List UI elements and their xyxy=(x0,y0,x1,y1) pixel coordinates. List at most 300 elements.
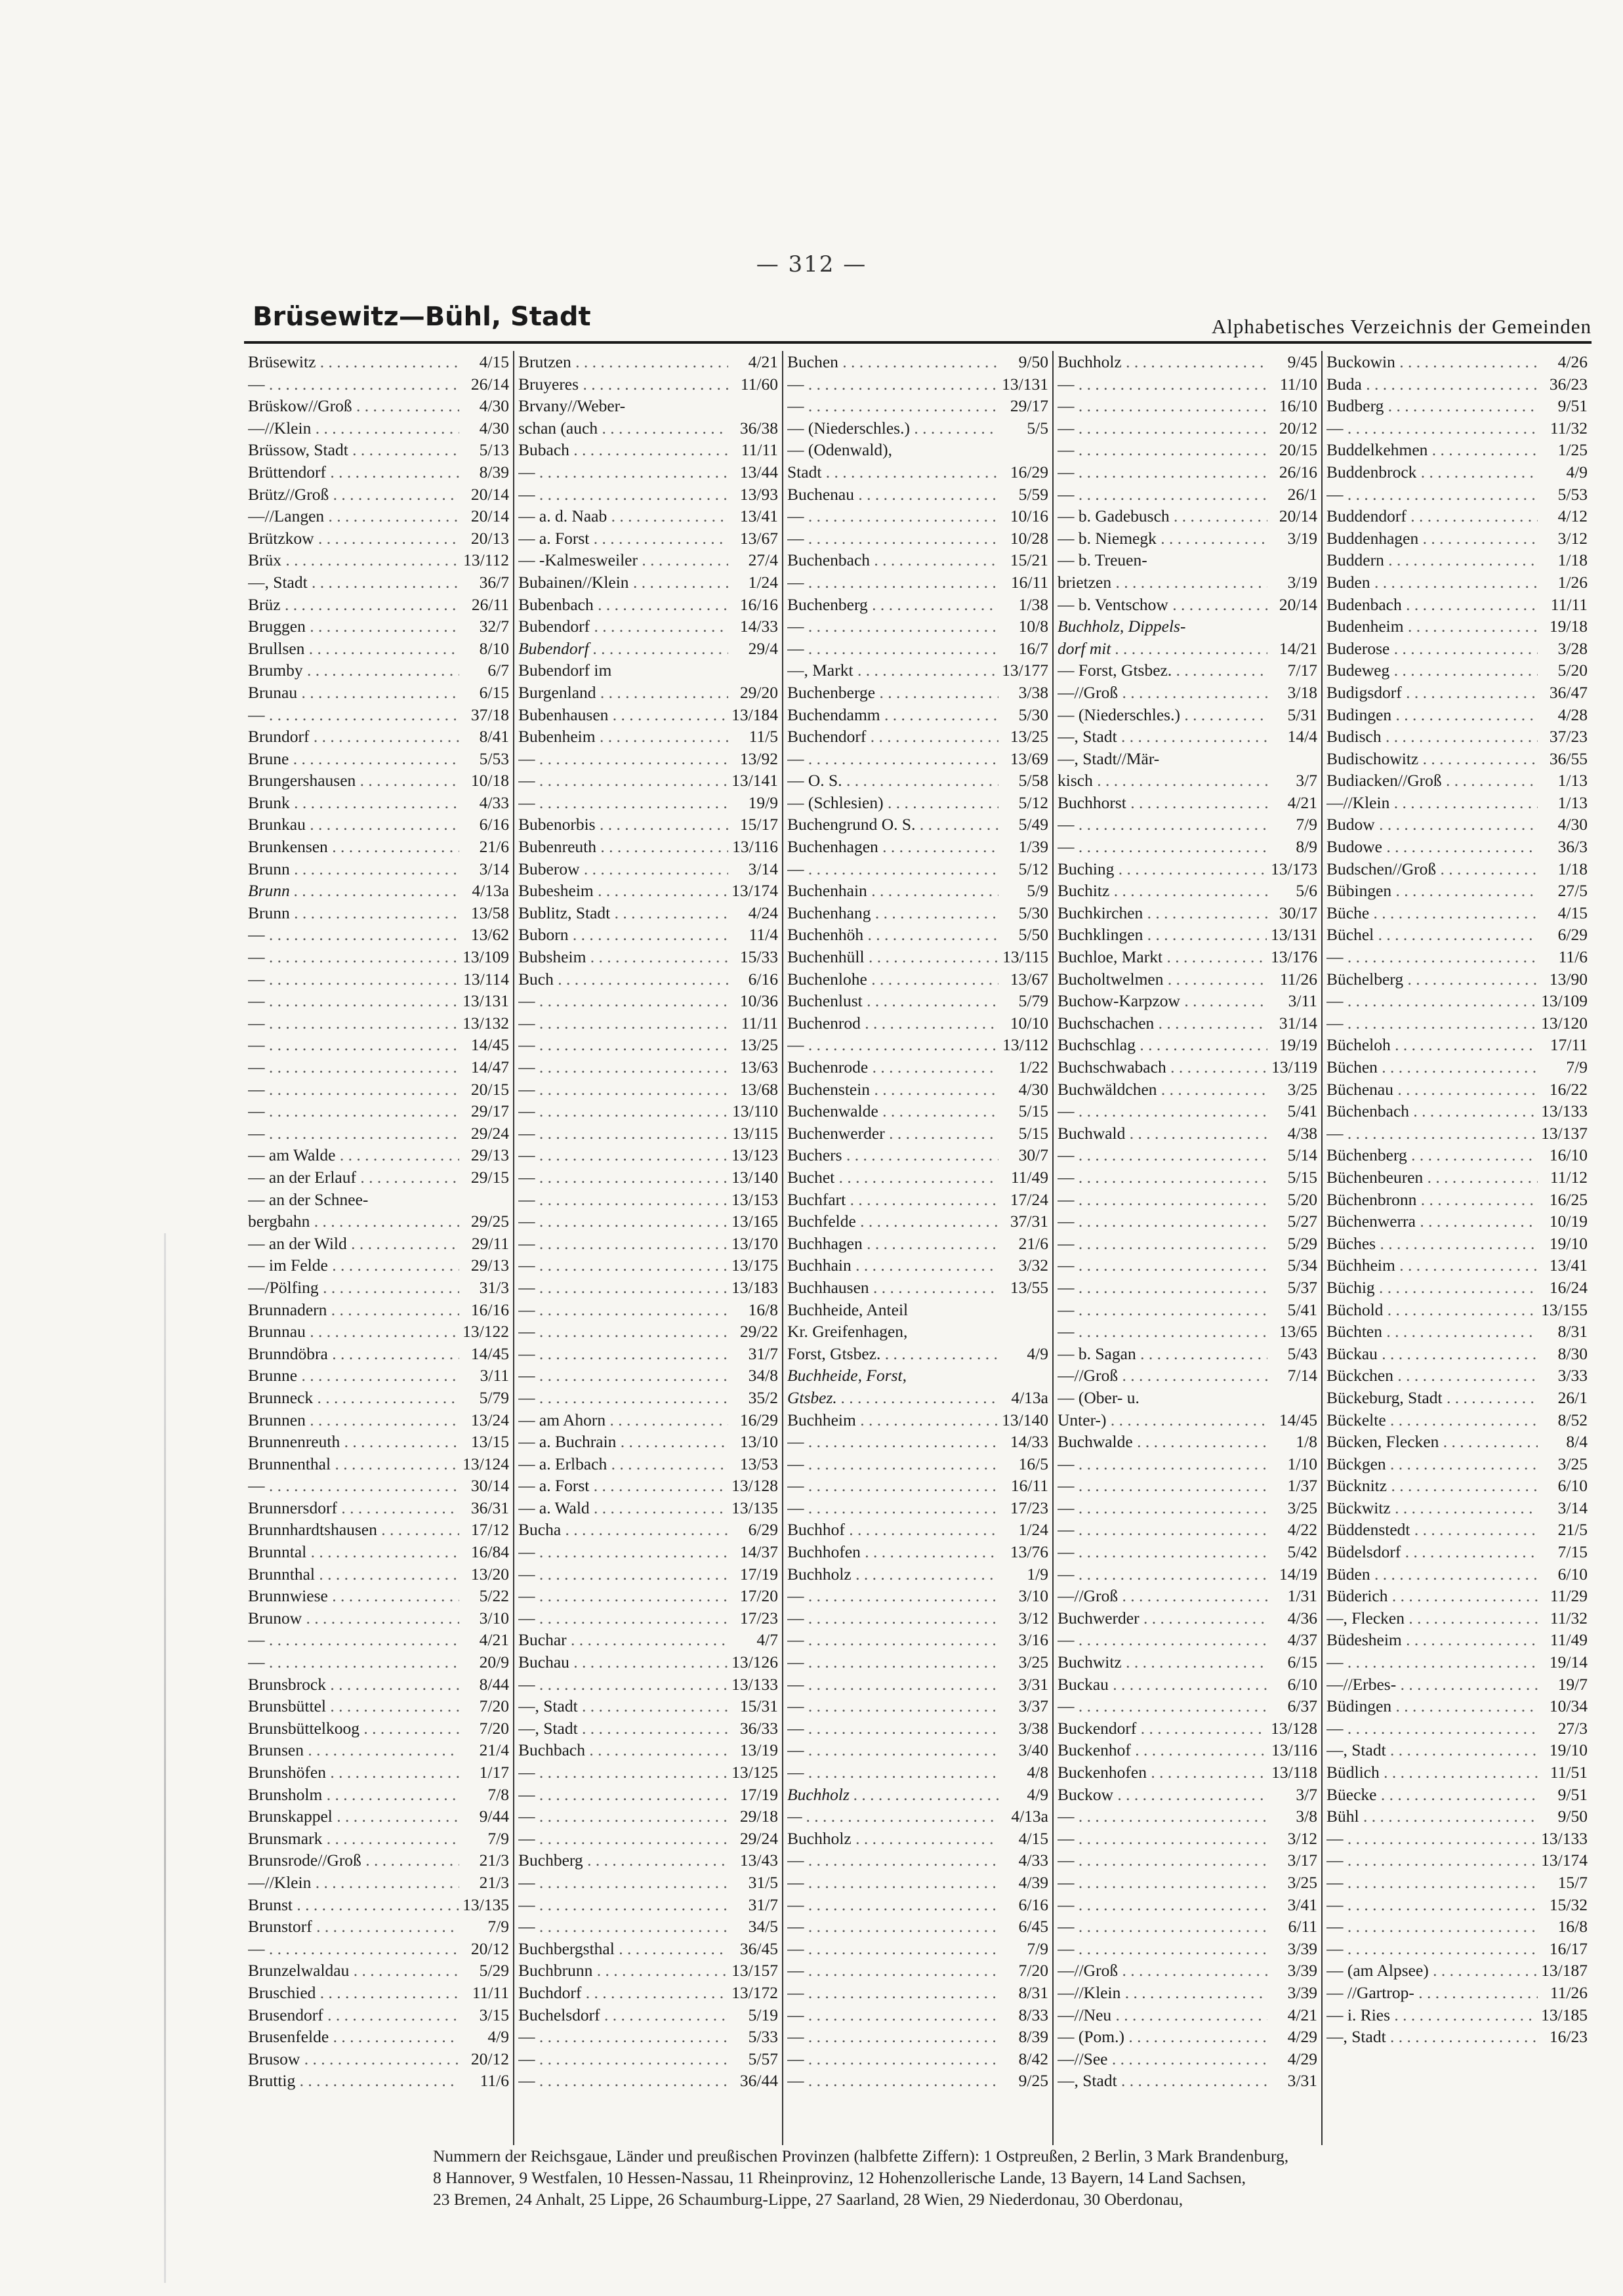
entry-ref: 4/9 xyxy=(1027,1784,1048,1804)
entry-ref: 3/7 xyxy=(1296,771,1317,790)
index-entry xyxy=(787,748,1048,770)
entry-ref: 11/11 xyxy=(741,1013,778,1033)
entry-name: Buchholz, Dippels- xyxy=(1058,617,1186,636)
entry-ref: 37/18 xyxy=(470,705,509,724)
entry-name: — (Ober- u. xyxy=(1058,1387,1140,1407)
entry-ref: 8/52 xyxy=(1557,1410,1588,1429)
entry-ref: 4/26 xyxy=(1557,352,1588,371)
index-entry xyxy=(1058,527,1317,550)
entry-name: Büchenberg . . . xyxy=(1326,1144,1538,1166)
index-entry xyxy=(787,726,1048,748)
entry-ref: 10/8 xyxy=(1018,617,1048,636)
entry-ref: 1/18 xyxy=(1557,859,1588,878)
entry-name: —//Klein . . . xyxy=(248,417,459,440)
entry-name: — . . . xyxy=(1326,1012,1537,1035)
entry-name: — . . . xyxy=(787,1717,998,1740)
entry-ref: 13/116 xyxy=(1271,1740,1317,1760)
index-entry xyxy=(1058,373,1317,396)
entry-name: Buchholz . . . xyxy=(1058,351,1267,373)
index-entry xyxy=(787,792,1048,814)
entry-ref: 13/20 xyxy=(470,1564,509,1584)
entry-ref: 11/11 xyxy=(472,1982,509,2002)
entry-name: —, Markt . . . xyxy=(787,659,998,682)
index-entry xyxy=(248,1959,509,1982)
index-entry xyxy=(518,483,778,506)
entry-ref: 15/32 xyxy=(1549,1895,1588,1914)
entry-name: — . . . xyxy=(518,1056,728,1078)
index-entry xyxy=(518,726,778,748)
index-entry xyxy=(787,1673,1048,1696)
entry-name: — . . . xyxy=(248,704,459,726)
index-entry xyxy=(248,1321,509,1343)
index-entry xyxy=(787,1453,1048,1475)
index-entry xyxy=(1326,1982,1588,2004)
entry-ref: 32/7 xyxy=(479,617,509,636)
entry-ref: 36/33 xyxy=(739,1718,778,1738)
index-entry xyxy=(1058,924,1317,946)
footer-line-1: Nummern der Reichsgaue, Länder und preußischen Provinzen (halbfette Ziffern): 1 Ostpreußen, 2 Berlin, 3 Mark Brandenburg, xyxy=(433,2146,1289,2165)
entry-name: Budow . . . xyxy=(1326,813,1538,836)
entry-ref: 14/19 xyxy=(1279,1564,1317,1584)
entry-name: — . . . xyxy=(787,1938,998,1960)
entry-name: Brunshöfen . . . xyxy=(248,1761,459,1784)
entry-name: Büddenstedt . . . xyxy=(1326,1519,1538,1541)
entry-name: — . . . xyxy=(787,1739,998,1761)
entry-ref: 4/9 xyxy=(1566,462,1588,482)
entry-ref: 5/58 xyxy=(1018,771,1048,790)
entry-ref: 5/15 xyxy=(1018,1123,1048,1143)
entry-ref: 21/3 xyxy=(479,1872,509,1892)
entry-ref: 21/4 xyxy=(479,1740,509,1760)
index-entry xyxy=(248,461,509,483)
index-entry xyxy=(787,1012,1048,1035)
index-entry xyxy=(248,902,509,924)
entry-name: Brunntal . . . xyxy=(248,1541,459,1563)
entry-ref: 13/131 xyxy=(462,991,509,1011)
index-entry xyxy=(248,1189,509,1211)
entry-name: Brvany//Weber- xyxy=(518,396,626,416)
entry-name: — . . . xyxy=(1058,395,1267,417)
index-entry xyxy=(1326,792,1588,814)
entry-ref: 6/11 xyxy=(1288,1917,1317,1937)
entry-ref: 11/11 xyxy=(1550,594,1588,614)
index-entry xyxy=(1058,1872,1317,1894)
entry-name: Buchenhöh . . . xyxy=(787,924,998,946)
entry-name: Brunn . . . xyxy=(248,902,459,924)
index-entry xyxy=(1058,1166,1317,1189)
entry-ref: 29/15 xyxy=(470,1167,509,1187)
index-entry xyxy=(1326,1277,1588,1299)
index-entry xyxy=(1326,1872,1588,1894)
entry-name: Bruttig . . . xyxy=(248,2070,459,2092)
index-entry xyxy=(787,1563,1048,1586)
entry-name: Büchen . . . xyxy=(1326,1056,1538,1078)
entry-ref: 1/39 xyxy=(1018,837,1048,857)
entry-name: Bückchen . . . xyxy=(1326,1364,1538,1387)
entry-ref: 13/183 xyxy=(731,1277,778,1297)
entry-name: Bübingen . . . xyxy=(1326,880,1538,902)
entry-name: — . . . xyxy=(1326,990,1537,1012)
index-entry xyxy=(1058,946,1317,968)
index-entry xyxy=(248,1233,509,1255)
entry-name: — . . . xyxy=(248,1938,459,1960)
index-entry xyxy=(248,1144,509,1166)
entry-ref: 3/11 xyxy=(1288,991,1317,1011)
entry-ref: 16/23 xyxy=(1549,2027,1588,2047)
entry-ref: 16/16 xyxy=(470,1300,509,1319)
entry-name: — . . . xyxy=(518,1122,728,1145)
entry-ref: 5/79 xyxy=(479,1387,509,1407)
index-entry xyxy=(518,858,778,880)
entry-name: — . . . xyxy=(787,1849,998,1872)
entry-ref: 8/30 xyxy=(1557,1343,1588,1363)
entry-ref: 9/44 xyxy=(479,1807,509,1826)
entry-ref: 11/4 xyxy=(749,925,778,945)
entry-ref: 5/20 xyxy=(1287,1189,1317,1209)
entry-name: Büderich . . . xyxy=(1326,1585,1538,1607)
entry-ref: 31/5 xyxy=(748,1872,778,1892)
index-entry xyxy=(1058,2026,1317,2048)
entry-ref: 5/50 xyxy=(1018,925,1048,945)
index-entry xyxy=(248,1739,509,1761)
entry-name: — . . . xyxy=(1058,1629,1267,1651)
index-entry xyxy=(1326,527,1588,550)
entry-ref: 13/112 xyxy=(463,550,509,570)
index-entry xyxy=(1326,769,1588,792)
index-entry xyxy=(518,1122,778,1145)
index-entry xyxy=(1326,373,1588,396)
entry-ref: 29/4 xyxy=(748,638,778,658)
entry-name: Bucholtwelmen . . . xyxy=(1058,968,1267,991)
index-entry xyxy=(787,924,1048,946)
entry-ref: 20/12 xyxy=(470,2049,509,2068)
entry-name: Bückgen . . . xyxy=(1326,1453,1538,1475)
entry-ref: 3/17 xyxy=(1287,1851,1317,1870)
index-column-5 xyxy=(1321,351,1592,2145)
entry-name: Buddenhagen . . . xyxy=(1326,527,1538,550)
entry-ref: 13/41 xyxy=(739,506,778,526)
entry-name: Buchholz . . . xyxy=(787,1828,998,1850)
index-entry xyxy=(518,2026,778,2048)
index-entry xyxy=(1326,1959,1588,1982)
entry-name: Buchelsdorf . . . xyxy=(518,2004,728,2026)
entry-ref: 13/119 xyxy=(1271,1057,1317,1076)
entry-ref: 20/9 xyxy=(479,1652,509,1672)
entry-name: — . . . xyxy=(518,1541,728,1563)
index-entry xyxy=(248,1387,509,1409)
entry-name: — . . . xyxy=(518,483,728,506)
index-entry xyxy=(248,594,509,616)
index-entry xyxy=(248,704,509,726)
index-column-3 xyxy=(782,351,1052,2145)
index-entry xyxy=(518,1828,778,1850)
entry-name: Buchbrunn . . . xyxy=(518,1959,728,1982)
entry-name: Buberow . . . xyxy=(518,858,728,880)
entry-name: — . . . xyxy=(248,1629,459,1651)
index-entry xyxy=(1058,1277,1317,1299)
entry-ref: 3/39 xyxy=(1287,1938,1317,1958)
index-entry xyxy=(1058,1012,1317,1035)
entry-name: — . . . xyxy=(518,1761,728,1784)
index-entry xyxy=(1058,2004,1317,2026)
entry-name: — . . . xyxy=(248,373,459,396)
index-entry xyxy=(1058,1982,1317,2004)
entry-name: — . . . xyxy=(1058,1189,1267,1211)
entry-name: — . . . xyxy=(787,1805,998,1828)
index-entry xyxy=(787,769,1048,792)
index-entry xyxy=(1058,659,1317,682)
index-entry xyxy=(518,2070,778,2092)
index-entry xyxy=(787,1894,1048,1916)
entry-name: — . . . xyxy=(518,2070,728,2092)
entry-ref: 5/33 xyxy=(748,2027,778,2047)
index-entry xyxy=(1058,1938,1317,1960)
entry-name: Bubenreuth . . . xyxy=(518,836,728,858)
index-entry xyxy=(1058,549,1317,571)
entry-ref: 7/9 xyxy=(487,1917,509,1937)
entry-name: — . . . xyxy=(1058,1210,1267,1233)
index-entry xyxy=(787,902,1048,924)
entry-ref: 5/31 xyxy=(1287,705,1317,724)
index-entry xyxy=(787,461,1048,483)
entry-name: Büden . . . xyxy=(1326,1563,1538,1586)
entry-ref: 11/11 xyxy=(741,440,778,460)
index-entry xyxy=(1058,395,1317,417)
index-entry xyxy=(1058,858,1317,880)
entry-ref: 1/31 xyxy=(1287,1586,1317,1606)
index-entry xyxy=(787,1761,1048,1784)
index-entry xyxy=(248,395,509,417)
entry-ref: 4/15 xyxy=(479,352,509,371)
entry-name: Brunnau . . . xyxy=(248,1321,459,1343)
entry-name: — . . . xyxy=(1058,1828,1267,1850)
index-column-2 xyxy=(513,351,782,2145)
index-entry xyxy=(518,1629,778,1651)
index-entry xyxy=(248,924,509,946)
entry-ref: 3/25 xyxy=(1287,1872,1317,1892)
entry-ref: 5/41 xyxy=(1287,1300,1317,1319)
entry-ref: 5/13 xyxy=(479,440,509,460)
entry-ref: 5/15 xyxy=(1018,1101,1048,1121)
entry-ref: 26/1 xyxy=(1287,484,1317,504)
entry-ref: 4/12 xyxy=(1557,506,1588,526)
entry-name: Buckendorf . . . xyxy=(1058,1717,1267,1740)
entry-ref: 15/33 xyxy=(739,947,778,967)
entry-ref: 29/18 xyxy=(739,1807,778,1826)
index-entry xyxy=(787,615,1048,638)
entry-ref: 4/39 xyxy=(1018,1872,1048,1892)
entry-name: Brunndöbra . . . xyxy=(248,1343,459,1365)
entry-ref: 13/55 xyxy=(1010,1277,1048,1297)
index-entry xyxy=(1326,990,1588,1012)
index-entry xyxy=(1326,1717,1588,1740)
entry-ref: 19/10 xyxy=(1549,1740,1588,1760)
entry-name: — . . . xyxy=(518,748,728,770)
index-entry xyxy=(1326,1122,1588,1145)
index-entry xyxy=(787,1585,1048,1607)
entry-name: — an der Wild . . . xyxy=(248,1233,459,1255)
entry-name: Büchelberg . . . xyxy=(1326,968,1538,991)
index-entry xyxy=(787,1739,1048,1761)
index-entry xyxy=(787,858,1048,880)
entry-name: —//Neu . . . xyxy=(1058,2004,1267,2026)
entry-ref: 13/25 xyxy=(739,1035,778,1055)
index-entry xyxy=(248,659,509,682)
entry-name: Buchheim . . . xyxy=(787,1409,998,1431)
entry-name: — . . . xyxy=(248,1122,459,1145)
entry-name: — . . . xyxy=(1326,1717,1538,1740)
entry-ref: 3/12 xyxy=(1557,528,1588,548)
index-entry xyxy=(1058,1761,1317,1784)
entry-ref: 3/8 xyxy=(1296,1807,1317,1826)
index-entry xyxy=(1058,594,1317,616)
entry-ref: 9/51 xyxy=(1557,396,1588,416)
index-entry xyxy=(1058,902,1317,924)
entry-ref: 19/18 xyxy=(1549,617,1588,636)
entry-name: Brüttendorf . . . xyxy=(248,461,459,483)
index-entry xyxy=(1326,549,1588,571)
entry-ref: 8/4 xyxy=(1566,1432,1588,1452)
index-entry xyxy=(1058,792,1317,814)
entry-name: Brutzen . . . xyxy=(518,351,728,373)
entry-ref: 26/14 xyxy=(470,374,509,394)
entry-name: — . . . xyxy=(1326,483,1538,506)
entry-name: — . . . xyxy=(1058,1166,1267,1189)
entry-ref: 10/18 xyxy=(470,771,509,790)
index-entry xyxy=(1326,1541,1588,1563)
entry-name: —, Flecken . . . xyxy=(1326,1607,1538,1630)
entry-name: Buchholz . . . xyxy=(787,1563,998,1586)
entry-ref: 13/19 xyxy=(739,1740,778,1760)
entry-ref: 15/21 xyxy=(1010,550,1048,570)
index-entry xyxy=(1326,1761,1588,1784)
entry-name: Budschen//Groß . . . xyxy=(1326,858,1538,880)
entry-ref: 3/18 xyxy=(1287,682,1317,702)
entry-ref: 15/17 xyxy=(739,815,778,834)
entry-name: Brunk . . . xyxy=(248,792,459,814)
entry-name: — . . . xyxy=(787,858,998,880)
index-entry xyxy=(518,1695,778,1717)
entry-ref: 7/8 xyxy=(487,1784,509,1804)
entry-name: — . . . xyxy=(787,2004,998,2026)
entry-ref: 11/60 xyxy=(740,374,778,394)
entry-name: Buchenlust . . . xyxy=(787,990,998,1012)
entry-ref: 13/141 xyxy=(731,771,778,790)
entry-ref: 20/15 xyxy=(1279,440,1317,460)
entry-name: Buchenwerder . . . xyxy=(787,1122,998,1145)
entry-ref: 17/12 xyxy=(470,1520,509,1540)
index-entry xyxy=(248,1364,509,1387)
index-entry xyxy=(1326,1519,1588,1541)
index-entry xyxy=(1058,769,1317,792)
index-entry xyxy=(787,417,1048,440)
index-entry xyxy=(787,1343,1048,1365)
entry-ref: 13/41 xyxy=(1549,1256,1588,1275)
entry-ref: 3/28 xyxy=(1557,638,1588,658)
index-entry xyxy=(787,351,1048,373)
index-entry xyxy=(787,1828,1048,1850)
entry-ref: 36/23 xyxy=(1549,374,1588,394)
entry-name: Buchhain . . . xyxy=(787,1254,998,1277)
index-entry xyxy=(1058,748,1317,770)
index-entry xyxy=(1326,1894,1588,1916)
index-entry xyxy=(248,1651,509,1673)
index-entry xyxy=(787,704,1048,726)
entry-name: Bückau . . . xyxy=(1326,1343,1538,1365)
index-entry xyxy=(1326,1166,1588,1189)
entry-ref: 31/7 xyxy=(748,1895,778,1914)
entry-name: — . . . xyxy=(1058,813,1267,836)
entry-name: — . . . xyxy=(787,373,998,396)
entry-name: — . . . xyxy=(1058,1475,1267,1497)
entry-ref: 13/184 xyxy=(731,705,778,724)
entry-name: — . . . xyxy=(1058,1254,1267,1277)
entry-name: Bubainen//Klein . . . xyxy=(518,571,728,594)
entry-name: — . . . xyxy=(1058,1233,1267,1255)
index-entry xyxy=(787,1651,1048,1673)
entry-name: — . . . xyxy=(248,1034,459,1056)
entry-name: Brunne . . . xyxy=(248,1364,459,1387)
index-entry xyxy=(787,1695,1048,1717)
entry-name: — . . . xyxy=(248,990,459,1012)
entry-name: Büchenwerra . . . xyxy=(1326,1210,1538,1233)
entry-name: Büchenbeuren . . . xyxy=(1326,1166,1538,1189)
entry-name: Buderose . . . xyxy=(1326,638,1538,660)
entry-ref: 9/51 xyxy=(1557,1784,1588,1804)
entry-name: Brusow . . . xyxy=(248,2048,459,2070)
index-entry xyxy=(787,505,1048,527)
entry-name: Brunn . . . xyxy=(248,880,459,902)
entry-ref: 5/12 xyxy=(1018,859,1048,878)
index-entry xyxy=(518,1056,778,1078)
entry-name: — . . . xyxy=(1058,836,1267,858)
entry-ref: 19/19 xyxy=(1279,1035,1317,1055)
index-entry xyxy=(1058,1321,1317,1343)
index-entry xyxy=(518,1210,778,1233)
index-entry xyxy=(518,1805,778,1828)
index-entry xyxy=(1058,1563,1317,1586)
entry-ref: 14/33 xyxy=(739,617,778,636)
entry-ref: 27/4 xyxy=(748,550,778,570)
entry-ref: 4/13a xyxy=(1011,1387,1048,1407)
entry-ref: 6/16 xyxy=(748,969,778,989)
index-entry xyxy=(518,594,778,616)
entry-ref: 6/29 xyxy=(1557,925,1588,945)
entry-ref: 7/9 xyxy=(1566,1057,1588,1076)
entry-name: — . . . xyxy=(787,1894,998,1916)
entry-ref: 13/175 xyxy=(731,1256,778,1275)
index-entry xyxy=(248,748,509,770)
index-entry xyxy=(518,461,778,483)
entry-ref: 14/33 xyxy=(1010,1432,1048,1452)
index-entry xyxy=(787,1497,1048,1519)
entry-ref: 17/20 xyxy=(739,1586,778,1606)
index-entry xyxy=(518,1982,778,2004)
entry-name: — . . . xyxy=(1058,373,1267,396)
index-entry xyxy=(518,549,778,571)
entry-ref: 4/21 xyxy=(479,1630,509,1650)
entry-ref: 36/55 xyxy=(1549,748,1588,768)
entry-ref: 3/15 xyxy=(479,2005,509,2024)
entry-ref: 4/37 xyxy=(1287,1630,1317,1650)
entry-name: Buden . . . xyxy=(1326,571,1538,594)
entry-ref: 3/31 xyxy=(1287,2071,1317,2091)
entry-name: Büdelsdorf . . . xyxy=(1326,1541,1538,1563)
entry-ref: 13/53 xyxy=(739,1454,778,1473)
entry-ref: 19/7 xyxy=(1557,1674,1588,1694)
entry-name: Buchhorst . . . xyxy=(1058,792,1267,814)
index-entry xyxy=(248,1277,509,1299)
